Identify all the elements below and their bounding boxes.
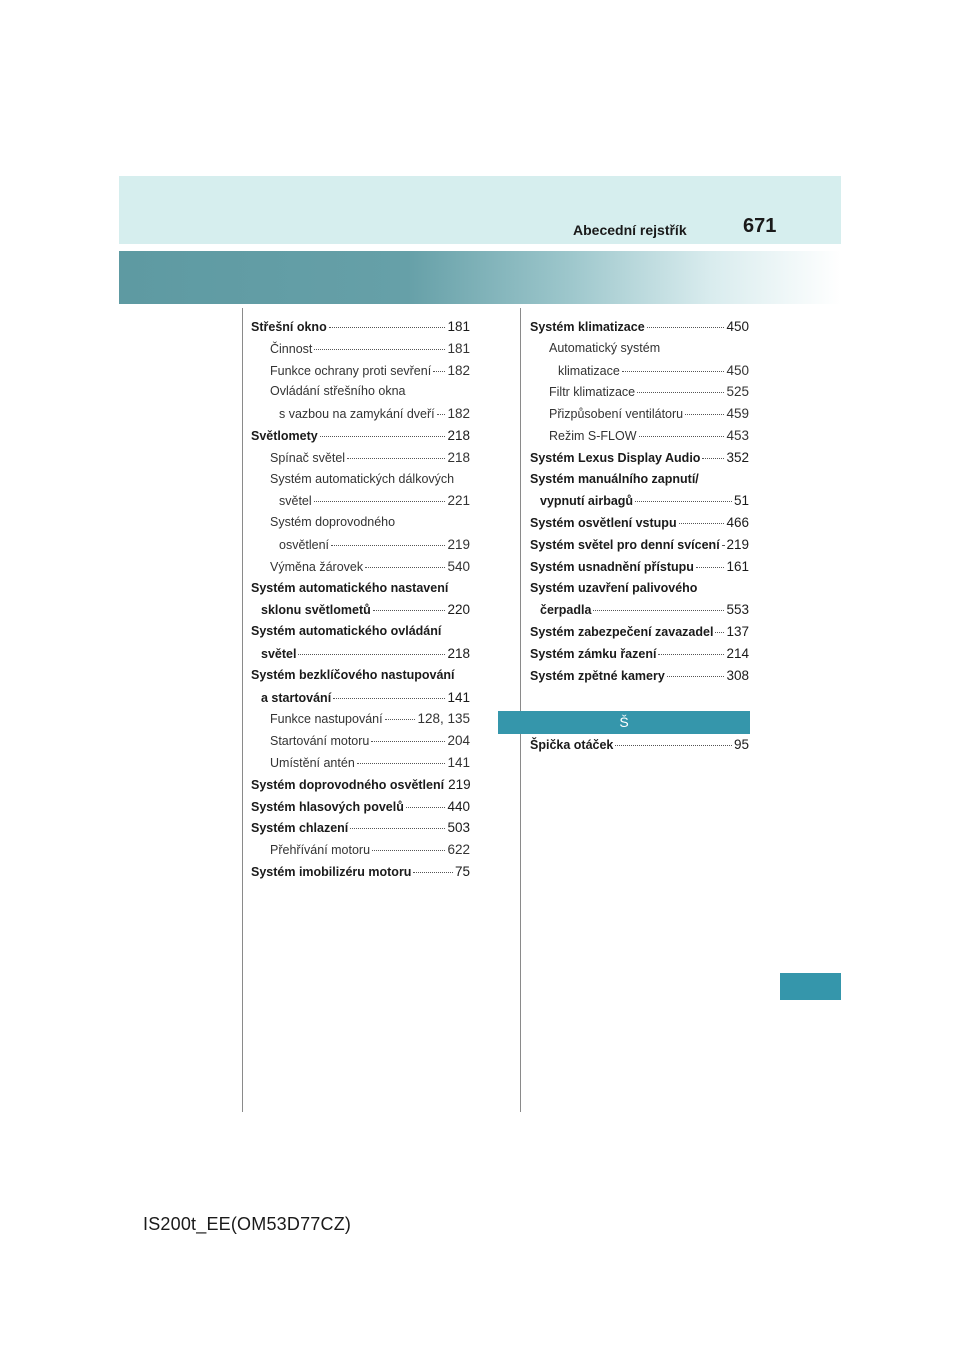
index-entry bbox=[251, 752, 470, 774]
entry-page-ref: 622 bbox=[447, 842, 470, 858]
dot-leader bbox=[639, 436, 725, 437]
dot-leader bbox=[685, 414, 724, 415]
right-column-rule bbox=[520, 308, 521, 1112]
entry-term: Systém Lexus Display Audio bbox=[530, 450, 701, 465]
index-entry bbox=[251, 490, 470, 512]
index-column-right bbox=[530, 316, 749, 687]
dot-leader bbox=[385, 719, 416, 720]
index-entry bbox=[530, 360, 749, 382]
dot-leader bbox=[647, 327, 725, 328]
dot-leader bbox=[371, 741, 445, 742]
entry-page-ref: 553 bbox=[726, 602, 749, 618]
dot-leader bbox=[372, 850, 445, 851]
entry-page-ref: 141 bbox=[447, 689, 470, 705]
entry-term: sklonu světlometů bbox=[261, 603, 371, 618]
dot-leader bbox=[333, 698, 445, 699]
index-entry bbox=[251, 861, 470, 883]
dot-leader bbox=[615, 745, 732, 746]
dot-leader bbox=[314, 349, 445, 350]
entry-term: Systém zpětné kamery bbox=[530, 668, 665, 683]
index-entry bbox=[530, 621, 749, 643]
dot-leader bbox=[413, 872, 453, 873]
dot-leader bbox=[593, 610, 724, 611]
index-entry bbox=[530, 316, 749, 338]
index-entry bbox=[530, 734, 749, 756]
entry-term: s vazbou na zamykání dveří bbox=[279, 407, 435, 422]
entry-page-ref: 466 bbox=[726, 515, 749, 531]
entry-term: Systém automatického nastavení bbox=[251, 580, 449, 595]
entry-term: Startování motoru bbox=[270, 734, 370, 749]
entry-term: klimatizace bbox=[558, 363, 620, 378]
entry-term: Funkce ochrany proti sevření bbox=[270, 363, 432, 378]
entry-page-ref: 450 bbox=[726, 362, 749, 378]
entry-page-ref: 440 bbox=[447, 798, 470, 814]
index-entry bbox=[251, 643, 470, 665]
index-entry bbox=[251, 817, 470, 839]
index-entry bbox=[530, 599, 749, 621]
dot-leader bbox=[347, 458, 445, 459]
entry-page-ref: 51 bbox=[733, 493, 749, 509]
dot-leader bbox=[637, 392, 724, 393]
entry-term: Systém manuálního zapnutí/ bbox=[530, 471, 699, 486]
entry-page-ref: 181 bbox=[447, 319, 470, 334]
index-entry bbox=[251, 687, 470, 709]
entry-page-ref: 218 bbox=[447, 449, 470, 465]
entry-page-ref: 459 bbox=[726, 406, 749, 422]
entry-term: Systém automatických dálkových bbox=[270, 471, 455, 486]
index-entry bbox=[251, 556, 470, 578]
dot-leader bbox=[667, 676, 725, 677]
dot-leader bbox=[320, 436, 446, 437]
entry-term: vypnutí airbagů bbox=[540, 494, 634, 509]
index-entry bbox=[251, 360, 470, 382]
header-title: Abecední rejstřík bbox=[573, 222, 687, 238]
index-entry bbox=[251, 469, 470, 491]
dot-leader bbox=[622, 371, 725, 372]
index-column-left bbox=[251, 316, 470, 883]
index-entry bbox=[251, 403, 470, 425]
entry-page-ref: 219 bbox=[447, 536, 470, 552]
entry-page-ref: 503 bbox=[447, 820, 470, 836]
entry-page-ref: 221 bbox=[447, 493, 470, 509]
entry-page-ref: 308 bbox=[726, 667, 749, 683]
entry-term: Systém automatického ovládání bbox=[251, 624, 442, 639]
entry-term: Režim S-FLOW bbox=[549, 428, 637, 443]
dot-leader bbox=[357, 763, 446, 764]
entry-term: Systém uzavření palivového bbox=[530, 580, 698, 595]
index-entry bbox=[251, 338, 470, 360]
entry-term: Systém doprovodného bbox=[270, 515, 396, 530]
entry-term: Systém hlasových povelů bbox=[251, 799, 404, 814]
entry-page-ref: 540 bbox=[447, 558, 470, 574]
dot-leader bbox=[715, 632, 724, 633]
index-entry bbox=[251, 447, 470, 469]
dot-leader bbox=[373, 610, 446, 611]
entry-term: světel bbox=[279, 494, 312, 509]
index-entry bbox=[251, 578, 470, 600]
entry-page-ref: 453 bbox=[726, 427, 749, 443]
entry-page-ref: 218 bbox=[447, 645, 470, 661]
entry-term: Světlomety bbox=[251, 428, 318, 443]
entry-page-ref: 141 bbox=[447, 754, 470, 770]
index-entry bbox=[251, 730, 470, 752]
entry-term: Přehřívání motoru bbox=[270, 843, 371, 858]
entry-page-ref: 450 bbox=[726, 319, 749, 334]
entry-term: Funkce nastupování bbox=[270, 712, 383, 727]
entry-term: Systém osvětlení vstupu bbox=[530, 516, 677, 531]
model-code: IS200t_EE(OM53D77CZ) bbox=[143, 1214, 352, 1234]
index-entry bbox=[530, 381, 749, 403]
dot-leader bbox=[331, 545, 445, 546]
entry-term: Spínač světel bbox=[270, 450, 346, 465]
entry-term: Ovládání střešního okna bbox=[270, 384, 406, 399]
index-entry bbox=[251, 425, 470, 447]
index-entry bbox=[530, 665, 749, 687]
entry-page-ref: 219 bbox=[448, 776, 471, 792]
index-entry bbox=[530, 469, 749, 491]
dot-leader bbox=[437, 414, 446, 415]
index-entry bbox=[251, 796, 470, 818]
index-entry bbox=[251, 316, 470, 338]
index-entry bbox=[251, 599, 470, 621]
index-entry bbox=[530, 490, 749, 512]
chapter-side-tab bbox=[780, 973, 841, 1000]
entry-page-ref: 204 bbox=[447, 733, 470, 749]
entry-page-ref: 137 bbox=[726, 624, 749, 640]
dot-leader bbox=[433, 371, 445, 372]
dot-leader bbox=[298, 654, 445, 655]
dot-leader bbox=[702, 458, 724, 459]
entry-page-ref: 181 bbox=[447, 340, 470, 356]
entry-page-ref: 218 bbox=[447, 427, 470, 443]
dot-leader bbox=[722, 545, 725, 546]
entry-term: Systém doprovodného osvětlení bbox=[251, 777, 445, 792]
index-entry bbox=[530, 578, 749, 600]
decorative-gradient-band bbox=[119, 251, 841, 304]
entry-term: Systém klimatizace bbox=[530, 320, 645, 334]
index-entry bbox=[530, 425, 749, 447]
entry-term: Špička otáček bbox=[530, 738, 614, 752]
index-entry bbox=[251, 665, 470, 687]
dot-leader bbox=[679, 523, 725, 524]
dot-leader bbox=[406, 807, 446, 808]
dot-leader bbox=[350, 828, 445, 829]
entry-page-ref: 525 bbox=[726, 384, 749, 400]
entry-term: Systém bezklíčového nastupování bbox=[251, 667, 455, 682]
index-entry bbox=[530, 643, 749, 665]
entry-term: Systém světel pro denní svícení bbox=[530, 537, 720, 552]
entry-term: Automatický systém bbox=[549, 340, 661, 355]
index-entry bbox=[530, 403, 749, 425]
entry-page-ref: 220 bbox=[447, 602, 470, 618]
index-entry bbox=[251, 708, 470, 730]
entry-term: Střešní okno bbox=[251, 320, 327, 334]
entry-term: osvětlení bbox=[279, 537, 330, 552]
left-column-rule bbox=[242, 308, 243, 1112]
entry-term: Umístění antén bbox=[270, 755, 355, 770]
entry-page-ref: 182 bbox=[447, 406, 470, 422]
entry-term: Přizpůsobení ventilátoru bbox=[549, 407, 684, 422]
index-entry bbox=[530, 512, 749, 534]
entry-term: Systém chlazení bbox=[251, 821, 349, 836]
entry-term: a startování bbox=[261, 690, 332, 705]
entry-page-ref: 219 bbox=[726, 536, 749, 552]
index-entry bbox=[251, 381, 470, 403]
header-band bbox=[119, 176, 841, 244]
dot-leader bbox=[635, 501, 732, 502]
index-entry bbox=[251, 512, 470, 534]
index-entry bbox=[251, 534, 470, 556]
entry-term: Činnost bbox=[270, 341, 313, 356]
page-number: 671 bbox=[743, 215, 777, 237]
index-entry bbox=[251, 839, 470, 861]
dot-leader bbox=[658, 654, 724, 655]
dot-leader bbox=[365, 567, 445, 568]
entry-page-ref: 95 bbox=[733, 737, 749, 752]
entry-page-ref: 161 bbox=[726, 558, 749, 574]
index-entry bbox=[530, 534, 749, 556]
entry-term: Systém imobilizéru motoru bbox=[251, 864, 412, 879]
entry-term: Systém zámku řazení bbox=[530, 646, 657, 661]
entry-page-ref: 182 bbox=[447, 362, 470, 378]
dot-leader bbox=[696, 567, 725, 568]
entry-page-ref: 128, 135 bbox=[417, 711, 470, 727]
section-letter-bar: Š bbox=[498, 711, 750, 734]
index-entry bbox=[530, 447, 749, 469]
entry-term: světel bbox=[261, 646, 297, 661]
entry-term: čerpadla bbox=[540, 603, 592, 618]
index-entry bbox=[530, 556, 749, 578]
entry-term: Filtr klimatizace bbox=[549, 385, 636, 400]
entry-page-ref: 75 bbox=[454, 863, 470, 879]
entry-page-ref: 352 bbox=[726, 449, 749, 465]
entry-term: Výměna žárovek bbox=[270, 559, 364, 574]
index-entry bbox=[251, 621, 470, 643]
index-section-entries bbox=[530, 734, 749, 756]
entry-page-ref: 214 bbox=[726, 645, 749, 661]
dot-leader bbox=[314, 501, 446, 502]
index-entry bbox=[251, 774, 470, 796]
entry-term: Systém usnadnění přístupu bbox=[530, 559, 694, 574]
dot-leader bbox=[329, 327, 446, 328]
index-entry bbox=[530, 338, 749, 360]
entry-term: Systém zabezpečení zavazadel bbox=[530, 625, 714, 640]
